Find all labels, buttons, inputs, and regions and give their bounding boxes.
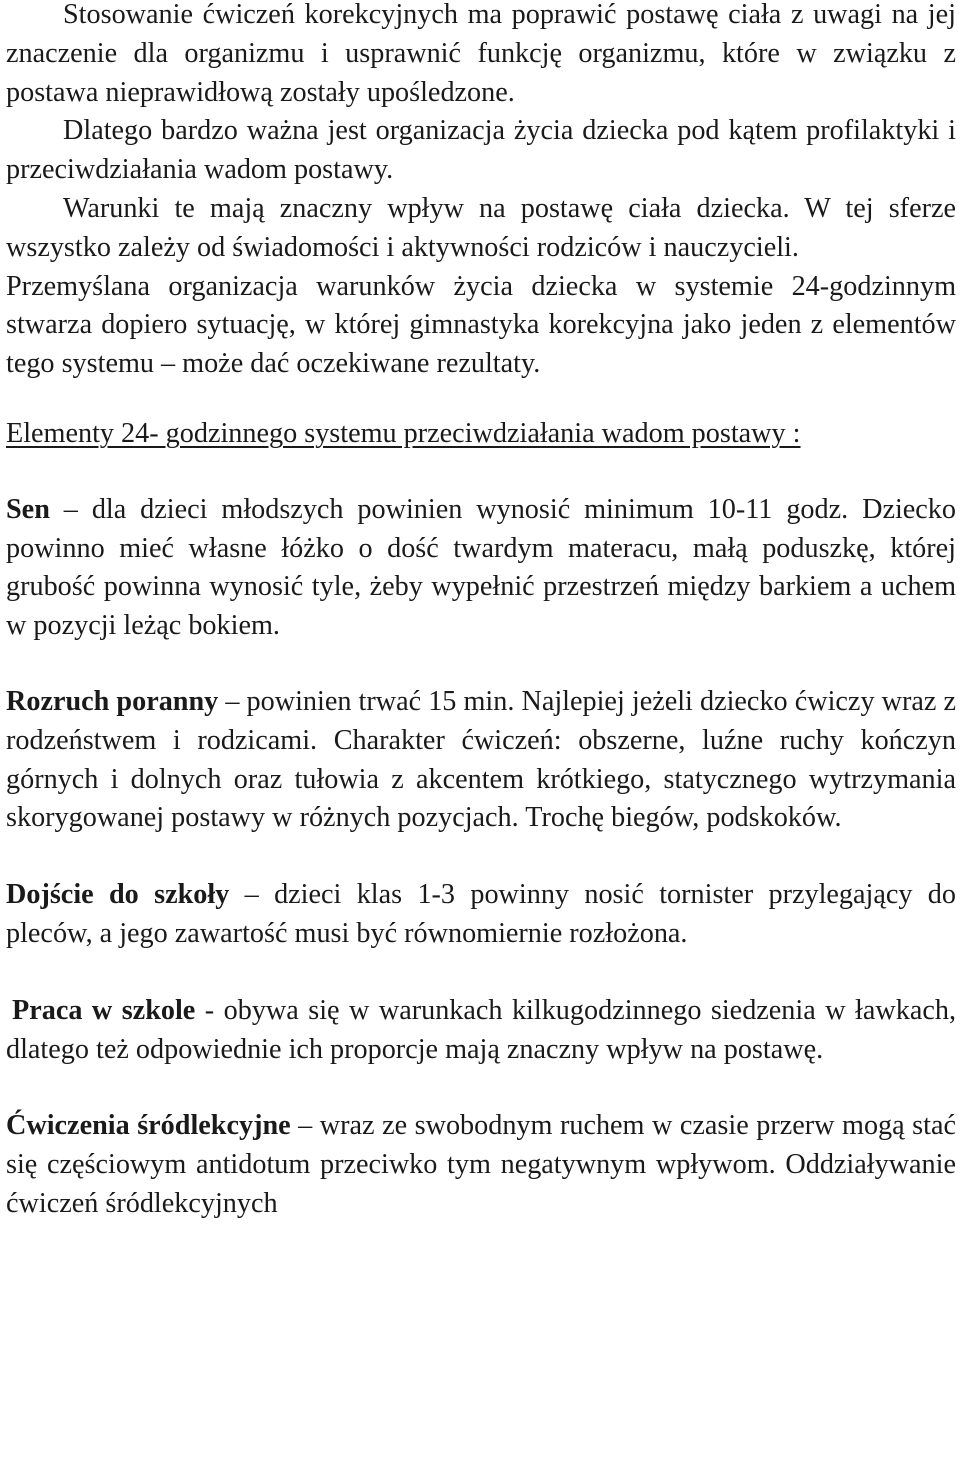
item-school-work — [6, 992, 956, 1070]
paragraph-organization: Dlatego bardzo ważna jest organizacja życia dziecka pod kątem profilaktyki i przeciwdziałania wadom postawy. — [6, 115, 956, 186]
document-page — [6, 0, 956, 1224]
item-way-to-school-text: – dzieci klas 1-3 powinny nosić tornister przylegający do pleców, a jego zawartość musi być równomiernie rozłożona. — [6, 879, 956, 949]
paragraph-intro: Stosowanie ćwiczeń korekcyjnych ma poprawić postawę ciała z uwagi na jej znaczenie dla organizmu i usprawnić funkcję organizmu, które w związku z postawa nieprawidłową zostały upośledzone. — [6, 0, 956, 108]
section-heading: Elementy 24- godzinnego systemu przeciwdziałania wadom postawy : — [6, 417, 801, 449]
item-sleep — [6, 491, 956, 646]
item-morning-warmup-term: Rozruch poranny — [6, 685, 219, 717]
item-morning-warmup — [6, 683, 956, 838]
item-mid-lesson-exercises-text: – wraz ze swobodnym ruchem w czasie przerw mogą stać się częściowym antidotum przeciwko tym negatywnym wpływom. Oddziaływanie ćwiczeń śródlekcyjnych — [6, 1110, 956, 1219]
item-way-to-school-term: Dojście do szkoły — [6, 879, 230, 911]
item-school-work-term: Praca w szkole — [12, 994, 196, 1026]
paragraph-24h-system: Przemyślana organizacja warunków życia dziecka w systemie 24-godzinnym stwarza dopiero sytuację, w której gimnastyka korekcyjna jako jeden z elementów tego systemu – może dać oczekiwane rezultaty. — [6, 270, 956, 380]
item-morning-warmup-text: – powinien trwać 15 min. Najlepiej jeżeli dziecko ćwiczy wraz z rodzeństwem i rodzicami. Charakter ćwiczeń: obszerne, luźne ruchy kończyn górnych i dolnych oraz tułowia z akcentem krótkiego, statycznego wytrzymania skorygowanej postawy w różnych pozycjach. Trochę biegów, podskoków. — [6, 685, 956, 834]
item-school-work-text: - obywa się w warunkach kilkugodzinnego siedzenia w ławkach, dlatego też odpowiednie ich proporcje mają znaczny wpływ na postawę. — [6, 994, 956, 1065]
item-mid-lesson-exercises-term: Ćwiczenia śródlekcyjne — [6, 1110, 291, 1142]
item-sleep-text: – dla dzieci młodszych powinien wynosić minimum 10-11 godz. Dziecko powinno mieć własne łóżko o dość twardym materacu, małą poduszkę, której grubość powinna wynosić tyle, żeby wypełnić przestrzeń między barkiem a uchem w pozycji leżąc bokiem. — [6, 493, 956, 642]
item-sleep-term: Sen — [6, 493, 50, 525]
item-mid-lesson-exercises — [6, 1107, 956, 1223]
paragraph-conditions: Warunki te mają znaczny wpływ na postawę ciała dziecka. W tej sferze wszystko zależy od świadomości i aktywności rodziców i nauczycieli. — [6, 192, 956, 263]
item-way-to-school — [6, 876, 956, 954]
